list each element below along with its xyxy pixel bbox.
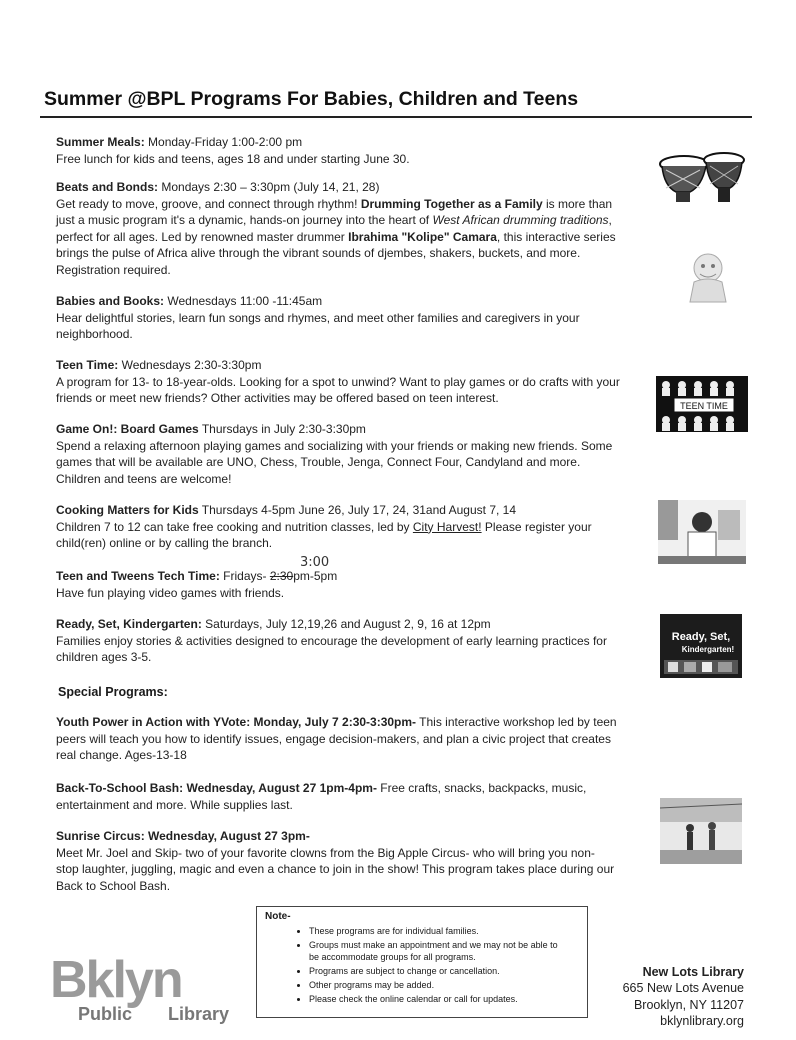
program-ready-set-kindergarten — [56, 616, 626, 666]
bklyn-library-logo — [50, 951, 240, 1030]
program-schedule: Wednesdays 11:00 -11:45am — [164, 294, 323, 308]
program-description: Have fun playing video games with friends. — [56, 585, 285, 600]
cartoon-character-image — [680, 248, 738, 306]
cooking-kids-image — [658, 500, 746, 564]
desc-bold: Ibrahima "Kolipe" Camara — [348, 229, 497, 244]
program-description — [56, 196, 616, 279]
city-state-zip: Brooklyn, NY 11207 — [633, 997, 744, 1012]
note-list — [275, 925, 559, 1007]
drums-image — [656, 150, 750, 208]
desc-part: Children 7 to 12 can take free cooking and nutrition classes, led by — [56, 519, 413, 534]
teen-time-image — [656, 376, 748, 432]
library-address — [623, 964, 744, 1030]
note-item: • Programs are subject to change or cancellation. — [309, 965, 559, 977]
program-schedule: Saturdays, July 12,19,26 and August 2, 9, 16 at 12pm — [201, 617, 491, 631]
program-description — [56, 519, 621, 552]
program-description: Free crafts, snacks, backpacks, music, entertainment and more. While supplies last. — [56, 781, 587, 812]
desc-part: , this interactive series brings the pulse of Africa alive through the vibrant sounds of djembes, shakers, buckets, and more. Registration required. — [56, 229, 616, 277]
program-schedule: Monday-Friday 1:00-2:00 pm — [144, 135, 303, 149]
ready-set-kindergarten-image — [660, 614, 742, 678]
program-description: Spend a relaxing afternoon playing games and socializing with your friends or making new friends. Some games that will be available are UNO, Chess, Trouble, Jenga, Connect Four, Candyland and more. Children and teens are welcome! — [56, 438, 613, 486]
program-name: Youth Power in Action with YVote: Monday, July 7 2:30-3:30pm- — [56, 715, 417, 729]
teen-time-label: TEEN TIME — [680, 401, 728, 411]
program-description: Meet Mr. Joel and Skip- two of your favorite clowns from the Big Apple Circus- who will bring you non-stop laughter, juggling, magic and even a chance to join in the show! This program takes place during our Back to School Bash. — [56, 845, 615, 893]
program-babies-and-books — [56, 293, 626, 343]
program-game-on — [56, 421, 616, 487]
program-schedule: Thursdays in July 2:30-3:30pm — [198, 422, 366, 436]
struck-time: 2:30 — [269, 569, 294, 583]
program-schedule: Wednesdays 2:30-3:30pm — [118, 358, 262, 372]
program-schedule: Thursdays 4-5pm June 26, July 17, 24, 31and August 7, 14 — [198, 503, 517, 517]
kinder-image-subtitle: Kindergarten! — [681, 645, 735, 654]
program-description: Hear delightful stories, learn fun songs and rhymes, and meet other families and caregivers in your neighborhood. — [56, 310, 580, 342]
kinder-image-title: Ready, Set, — [671, 631, 731, 643]
logo-bklyn: Bklyn — [50, 951, 182, 1009]
note-title: Note- — [265, 911, 291, 922]
program-description: This interactive workshop led by teen peers will teach you how to identify issues, engage decision-makers, and plan a civic project that creates real change. Ages-13-18 — [56, 715, 617, 763]
page-title: Summer @BPL Programs For Babies, Children and Teens — [44, 88, 579, 110]
program-schedule-end: pm-5pm — [293, 569, 338, 583]
logo-library: Library — [168, 1004, 230, 1024]
city-harvest-link[interactable]: City Harvest! — [412, 519, 482, 534]
note-box — [256, 906, 588, 1018]
desc-bold: Drumming Together as a Family — [360, 196, 543, 211]
program-name: Teen Time: — [56, 358, 119, 372]
program-name: Cooking Matters for Kids — [56, 503, 199, 517]
program-schedule: Mondays 2:30 – 3:30pm (July 14, 21, 28) — [158, 180, 380, 194]
note-item: • Please check the online calendar or call for updates. — [309, 993, 559, 1005]
program-beats-and-bonds — [56, 179, 616, 279]
desc-part: , perfect for all ages. Led by renowned master drummer — [56, 213, 612, 244]
program-youth-power — [56, 714, 628, 764]
program-tech-time — [56, 568, 626, 601]
desc-part: Please register your child(ren) online or by calling the branch. — [56, 519, 592, 551]
note-item: • Other programs may be added. — [309, 979, 559, 991]
desc-italic: West African drumming traditions — [432, 213, 609, 228]
program-description: A program for 13- to 18-year-olds. Looking for a spot to unwind? Want to play games or do crafts with your friends or meet new friends? Other activities may be offered based on teen interest. — [56, 374, 620, 406]
program-schedule: Fridays- — [219, 569, 270, 583]
program-name: Beats and Bonds: — [56, 180, 159, 194]
program-name: Ready, Set, Kindergarten: — [56, 617, 202, 631]
street-address: 665 New Lots Avenue — [622, 981, 744, 996]
note-item: • Groups must make an appointment and we may not be able to be accommodate groups for all programs. — [309, 939, 559, 964]
program-name: Teen and Tweens Tech Time: — [56, 569, 220, 583]
desc-part: Get ready to move, groove, and connect through rhythm! — [56, 196, 361, 211]
program-description: Families enjoy stories & activities designed to encourage the development of early learning practices for children ages 3-5. — [56, 633, 607, 665]
website[interactable]: bklynlibrary.org — [660, 1014, 744, 1029]
program-summer-meals — [56, 134, 626, 167]
program-name: Sunrise Circus: Wednesday, August 27 3pm- — [56, 829, 310, 843]
program-description: Free lunch for kids and teens, ages 18 and under starting June 30. — [56, 151, 410, 166]
circus-image — [660, 798, 742, 864]
title-rule — [40, 116, 752, 118]
special-programs-heading: Special Programs: — [58, 685, 168, 699]
program-sunrise-circus — [56, 828, 616, 894]
handwritten-time-correction: 3:00 — [300, 555, 330, 570]
program-back-to-school-bash — [56, 780, 616, 813]
desc-part: is more than just a music program it's a dynamic, hands-on journey into the heart of — [56, 196, 613, 228]
program-name: Babies and Books: — [56, 294, 165, 308]
program-name: Game On!: Board Games — [56, 422, 199, 436]
program-teen-time — [56, 357, 621, 407]
program-name: Summer Meals: — [56, 135, 145, 149]
program-cooking-matters — [56, 502, 621, 552]
program-name: Back-To-School Bash: Wednesday, August 27 1pm-4pm- — [56, 781, 377, 795]
branch-name: New Lots Library — [642, 965, 744, 979]
note-item: • These programs are for individual families. — [309, 925, 559, 937]
logo-public: Public — [78, 1004, 133, 1024]
